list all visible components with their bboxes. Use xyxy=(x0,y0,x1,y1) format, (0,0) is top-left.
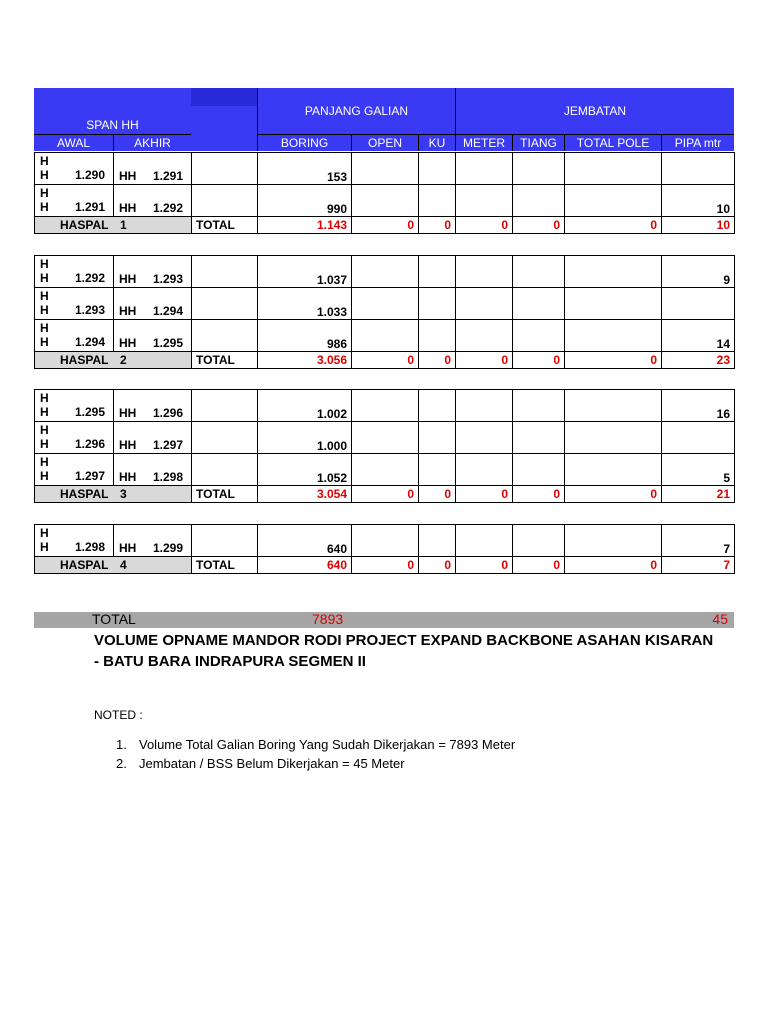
header-jembatan: JEMBATAN xyxy=(455,88,734,134)
table-row xyxy=(35,153,735,185)
summary-ku: 0 xyxy=(419,486,456,503)
haspal-summary-row xyxy=(35,557,735,574)
pipa-cell: 10 xyxy=(662,185,735,217)
summary-tiang: 0 xyxy=(513,557,565,574)
blank-cell xyxy=(192,153,258,185)
tiang-cell xyxy=(513,320,565,352)
awal-cell: H H 1.298 xyxy=(35,525,114,557)
notes-list xyxy=(116,735,515,773)
grand-total-label: TOTAL xyxy=(92,611,136,627)
open-cell xyxy=(352,153,419,185)
haspal-summary-row xyxy=(35,486,735,503)
header-open: OPEN xyxy=(351,134,418,151)
awal-cell: H H 1.295 xyxy=(35,390,114,422)
blank-cell xyxy=(192,525,258,557)
boring-cell: 1.052 xyxy=(258,454,352,486)
total-pole-cell xyxy=(565,288,662,320)
header-ku: KU xyxy=(418,134,455,151)
tiang-cell xyxy=(513,288,565,320)
akhir-cell: HH 1.296 xyxy=(114,390,192,422)
pipa-cell: 14 xyxy=(662,320,735,352)
summary-ku: 0 xyxy=(419,217,456,234)
open-cell xyxy=(352,454,419,486)
header-panjang-galian: PANJANG GALIAN xyxy=(257,88,455,134)
haspal-group-table xyxy=(34,389,735,503)
open-cell xyxy=(352,525,419,557)
haspal-group-table xyxy=(34,255,735,369)
summary-pipa: 23 xyxy=(662,352,735,369)
open-cell xyxy=(352,185,419,217)
header-strip xyxy=(191,88,257,106)
meter-cell xyxy=(456,185,513,217)
meter-cell xyxy=(456,288,513,320)
haspal-label-cell: HASPAL 2 xyxy=(35,352,192,369)
open-cell xyxy=(352,256,419,288)
header-span-hh: SPAN HH xyxy=(34,88,191,134)
summary-pipa: 10 xyxy=(662,217,735,234)
blank-cell xyxy=(192,185,258,217)
ku-cell xyxy=(419,288,456,320)
akhir-cell: HH 1.298 xyxy=(114,454,192,486)
summary-total-label: TOTAL xyxy=(192,557,258,574)
summary-ku: 0 xyxy=(419,557,456,574)
open-cell xyxy=(352,320,419,352)
summary-total-label: TOTAL xyxy=(192,352,258,369)
haspal-group-table xyxy=(34,152,735,234)
awal-cell: H H 1.293 xyxy=(35,288,114,320)
pipa-cell xyxy=(662,153,735,185)
haspal-label-cell: HASPAL 4 xyxy=(35,557,192,574)
pipa-cell xyxy=(662,422,735,454)
haspal-summary-row xyxy=(35,352,735,369)
summary-total-pole: 0 xyxy=(565,217,662,234)
noted-label: NOTED : xyxy=(94,708,143,722)
open-cell xyxy=(352,422,419,454)
total-pole-cell xyxy=(565,185,662,217)
awal-cell: H H 1.291 xyxy=(35,185,114,217)
tiang-cell xyxy=(513,454,565,486)
boring-cell: 640 xyxy=(258,525,352,557)
header-meter: METER xyxy=(455,134,512,151)
boring-cell: 1.037 xyxy=(258,256,352,288)
meter-cell xyxy=(456,454,513,486)
header-awal: AWAL xyxy=(34,134,113,151)
header-akhir: AKHIR xyxy=(113,134,191,151)
summary-total-label: TOTAL xyxy=(192,217,258,234)
summary-meter: 0 xyxy=(456,217,513,234)
open-cell xyxy=(352,288,419,320)
ku-cell xyxy=(419,185,456,217)
summary-tiang: 0 xyxy=(513,352,565,369)
note-item: 2. Jembatan / BSS Belum Dikerjakan = 45 Meter xyxy=(116,756,405,771)
total-pole-cell xyxy=(565,422,662,454)
table-row xyxy=(35,185,735,217)
akhir-cell: HH 1.293 xyxy=(114,256,192,288)
summary-pipa: 21 xyxy=(662,486,735,503)
header-pipa: PIPA mtr xyxy=(661,134,734,151)
awal-cell: H H 1.297 xyxy=(35,454,114,486)
table-row xyxy=(35,320,735,352)
tiang-cell xyxy=(513,525,565,557)
awal-cell: H H 1.294 xyxy=(35,320,114,352)
haspal-label-cell: HASPAL 3 xyxy=(35,486,192,503)
pipa-cell: 9 xyxy=(662,256,735,288)
total-pole-cell xyxy=(565,454,662,486)
boring-cell: 1.002 xyxy=(258,390,352,422)
meter-cell xyxy=(456,390,513,422)
total-pole-cell xyxy=(565,153,662,185)
grand-total-pipa: 45 xyxy=(712,611,728,627)
total-pole-cell xyxy=(565,256,662,288)
open-cell xyxy=(352,390,419,422)
header-boring: BORING xyxy=(257,134,351,151)
document-title: VOLUME OPNAME MANDOR RODI PROJECT EXPAND BACKBONE ASAHAN KISARAN - BATU BARA INDRAPURA SEGMEN II xyxy=(94,632,714,670)
akhir-cell: HH 1.292 xyxy=(114,185,192,217)
note-item: 1. Volume Total Galian Boring Yang Sudah Dikerjakan = 7893 Meter xyxy=(116,737,516,752)
pipa-cell: 16 xyxy=(662,390,735,422)
tiang-cell xyxy=(513,422,565,454)
header-tiang: TIANG xyxy=(512,134,564,151)
summary-open: 0 xyxy=(352,486,419,503)
ku-cell xyxy=(419,422,456,454)
summary-total-pole: 0 xyxy=(565,486,662,503)
table-row xyxy=(35,256,735,288)
ku-cell xyxy=(419,454,456,486)
tiang-cell xyxy=(513,185,565,217)
boring-cell: 990 xyxy=(258,185,352,217)
ku-cell xyxy=(419,390,456,422)
haspal-label-cell: HASPAL 1 xyxy=(35,217,192,234)
table-row xyxy=(35,422,735,454)
boring-cell: 1.033 xyxy=(258,288,352,320)
blank-cell xyxy=(192,288,258,320)
tiang-cell xyxy=(513,153,565,185)
summary-open: 0 xyxy=(352,217,419,234)
summary-boring: 3.054 xyxy=(258,486,352,503)
total-pole-cell xyxy=(565,320,662,352)
summary-boring: 640 xyxy=(258,557,352,574)
boring-cell: 986 xyxy=(258,320,352,352)
summary-meter: 0 xyxy=(456,486,513,503)
summary-open: 0 xyxy=(352,352,419,369)
table-row xyxy=(35,390,735,422)
blank-cell xyxy=(192,320,258,352)
total-pole-cell xyxy=(565,390,662,422)
akhir-cell: HH 1.291 xyxy=(114,153,192,185)
summary-ku: 0 xyxy=(419,352,456,369)
header-total-pole: TOTAL POLE xyxy=(564,134,661,151)
boring-cell: 1.000 xyxy=(258,422,352,454)
summary-pipa: 7 xyxy=(662,557,735,574)
blank-cell xyxy=(192,422,258,454)
tiang-cell xyxy=(513,390,565,422)
table-row xyxy=(35,288,735,320)
summary-total-label: TOTAL xyxy=(192,486,258,503)
blank-cell xyxy=(192,390,258,422)
ku-cell xyxy=(419,320,456,352)
awal-cell: H H 1.290 xyxy=(35,153,114,185)
meter-cell xyxy=(456,525,513,557)
summary-tiang: 0 xyxy=(513,217,565,234)
akhir-cell: HH 1.297 xyxy=(114,422,192,454)
summary-total-pole: 0 xyxy=(565,352,662,369)
meter-cell xyxy=(456,320,513,352)
table-row xyxy=(35,525,735,557)
meter-cell xyxy=(456,256,513,288)
summary-tiang: 0 xyxy=(513,486,565,503)
meter-cell xyxy=(456,422,513,454)
meter-cell xyxy=(456,153,513,185)
grand-total-boring: 7893 xyxy=(312,611,344,627)
blank-cell xyxy=(192,256,258,288)
total-pole-cell xyxy=(565,525,662,557)
akhir-cell: HH 1.295 xyxy=(114,320,192,352)
tiang-cell xyxy=(513,256,565,288)
pipa-cell: 5 xyxy=(662,454,735,486)
summary-boring: 1.143 xyxy=(258,217,352,234)
awal-cell: H H 1.292 xyxy=(35,256,114,288)
summary-boring: 3.056 xyxy=(258,352,352,369)
pipa-cell: 7 xyxy=(662,525,735,557)
akhir-cell: HH 1.299 xyxy=(114,525,192,557)
header-blank xyxy=(191,106,257,151)
ku-cell xyxy=(419,256,456,288)
haspal-summary-row xyxy=(35,217,735,234)
table-header xyxy=(34,88,734,151)
table-row xyxy=(35,454,735,486)
summary-meter: 0 xyxy=(456,352,513,369)
summary-total-pole: 0 xyxy=(565,557,662,574)
akhir-cell: HH 1.294 xyxy=(114,288,192,320)
blank-cell xyxy=(192,454,258,486)
awal-cell: H H 1.296 xyxy=(35,422,114,454)
boring-cell: 153 xyxy=(258,153,352,185)
summary-meter: 0 xyxy=(456,557,513,574)
ku-cell xyxy=(419,153,456,185)
pipa-cell xyxy=(662,288,735,320)
haspal-group-table xyxy=(34,524,735,574)
grand-total-bar xyxy=(34,612,734,628)
ku-cell xyxy=(419,525,456,557)
summary-open: 0 xyxy=(352,557,419,574)
